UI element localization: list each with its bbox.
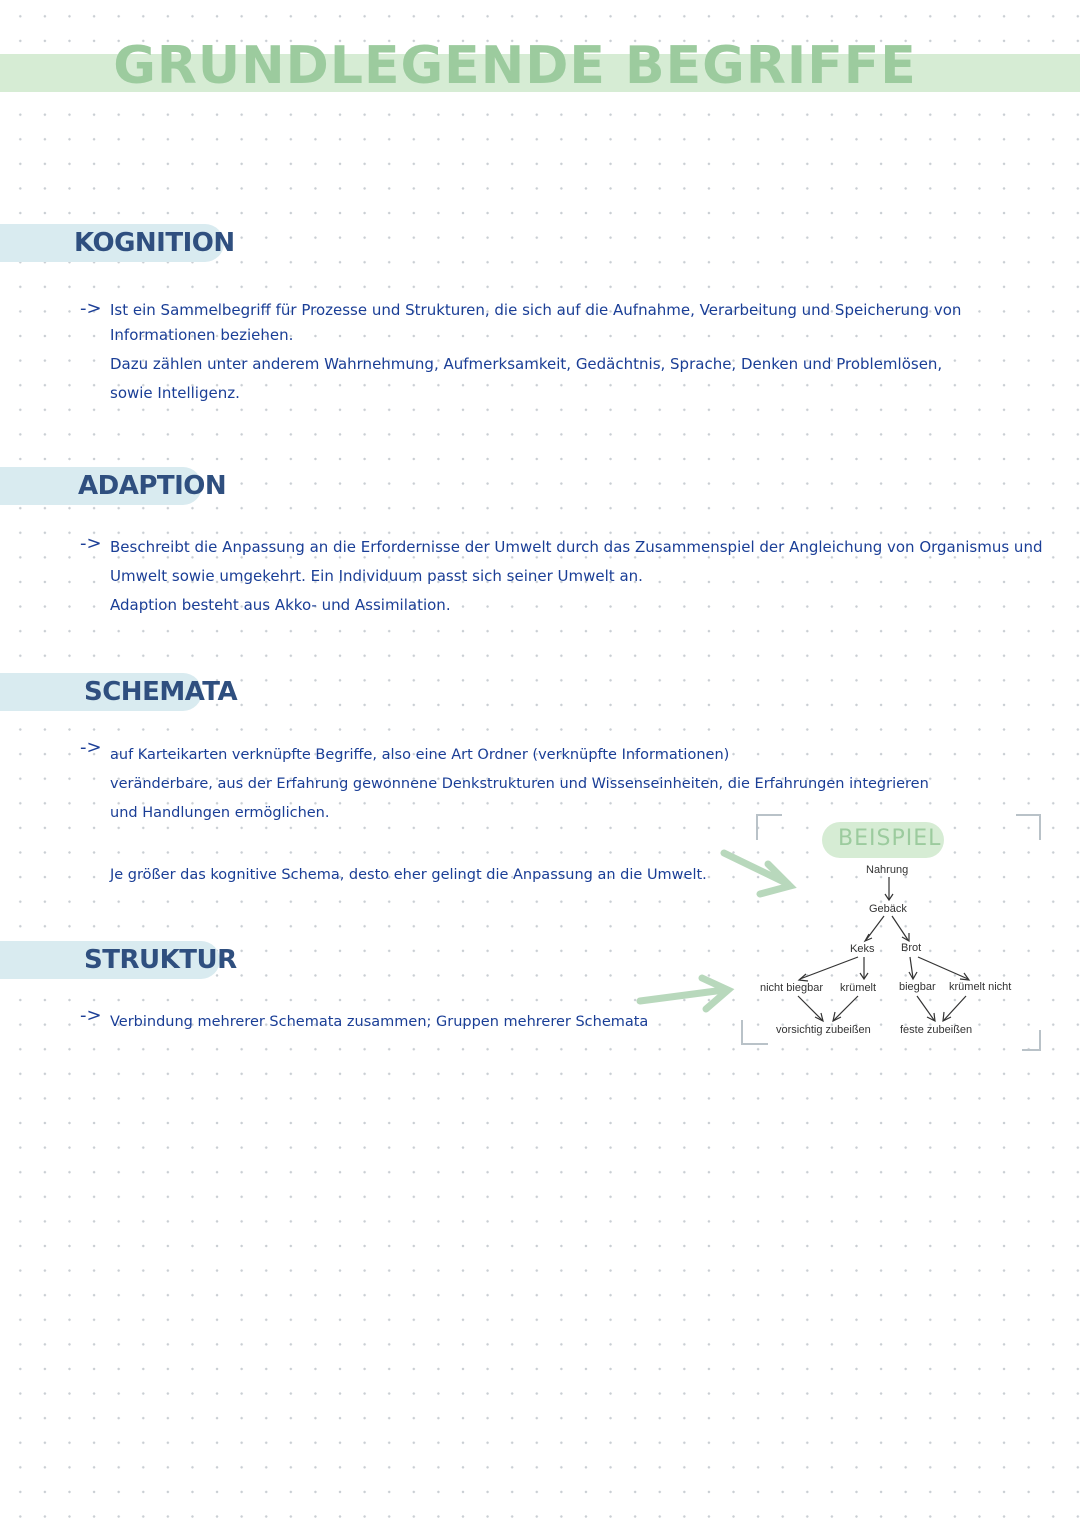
text-line: Ist ein Sammelbegriff für Prozesse und Strukturen, die sich auf die Aufnahme, Verarbeitung und Speicherung von xyxy=(110,301,962,319)
text-line: sowie Intelligenz. xyxy=(110,384,240,402)
arrow-kognition: -> xyxy=(80,298,102,319)
tree-node-feste-zubeissen: feste zubeißen xyxy=(900,1024,973,1036)
text-line: Adaption besteht aus Akko- und Assimilation. xyxy=(110,596,451,614)
text-line: Dazu zählen unter anderem Wahrnehmung, Aufmerksamkeit, Gedächtnis, Sprache, Denken und Problemlösen, xyxy=(110,355,943,373)
tree-node-keks: Keks xyxy=(850,943,875,955)
text-line: Beschreibt die Anpassung an die Erfordernisse der Umwelt durch das Zusammenspiel der Angleichung von Organismus und xyxy=(110,538,1043,556)
example-label: BEISPIEL xyxy=(838,826,942,851)
green-arrow-icon xyxy=(640,978,728,1009)
text-line: Informationen beziehen. xyxy=(110,326,294,344)
arrow-schemata: -> xyxy=(80,737,102,758)
heading-schemata: SCHEMATA xyxy=(84,677,238,707)
arrow-adaption: -> xyxy=(80,533,102,554)
tree-node-biegbar: biegbar xyxy=(899,981,936,993)
tree-node-root: Nahrung xyxy=(866,864,909,876)
page-title: GRUNDLEGENDE BEGRIFFE xyxy=(113,36,917,96)
tree-node-brot: Brot xyxy=(901,942,922,954)
tree-node-level1: Gebäck xyxy=(869,903,907,915)
text-line: Je größer das kognitive Schema, desto eher gelingt die Anpassung an die Umwelt. xyxy=(110,867,707,883)
tree-node-kruemelt: krümelt xyxy=(840,982,877,994)
text-line: Umwelt sowie umgekehrt. Ein Individuum passt sich seiner Umwelt an. xyxy=(110,567,643,585)
tree-node-nicht-biegbar: nicht biegbar xyxy=(760,982,823,994)
heading-struktur: STRUKTUR xyxy=(84,945,237,975)
tree-node-vorsichtig-zubeissen: vorsichtig zubeißen xyxy=(776,1024,871,1036)
tree-connectors xyxy=(798,877,969,1021)
text-line: auf Karteikarten verknüpfte Begriffe, also eine Art Ordner (verknüpfte Informationen) xyxy=(110,747,730,763)
arrow-struktur: -> xyxy=(80,1005,102,1026)
tree-node-kruemelt-nicht: krümelt nicht xyxy=(949,981,1012,993)
text-line: veränderbare, aus der Erfahrung gewonnene Denkstrukturen und Wissenseinheiten, die Erfahrungen integrieren xyxy=(110,776,929,792)
heading-kognition: KOGNITION xyxy=(74,228,235,258)
green-arrow-icon xyxy=(724,853,790,894)
text-line: Verbindung mehrerer Schemata zusammen; Gruppen mehrerer Schemata xyxy=(110,1014,649,1030)
text-line: und Handlungen ermöglichen. xyxy=(110,805,330,821)
heading-adaption: ADAPTION xyxy=(78,471,227,501)
